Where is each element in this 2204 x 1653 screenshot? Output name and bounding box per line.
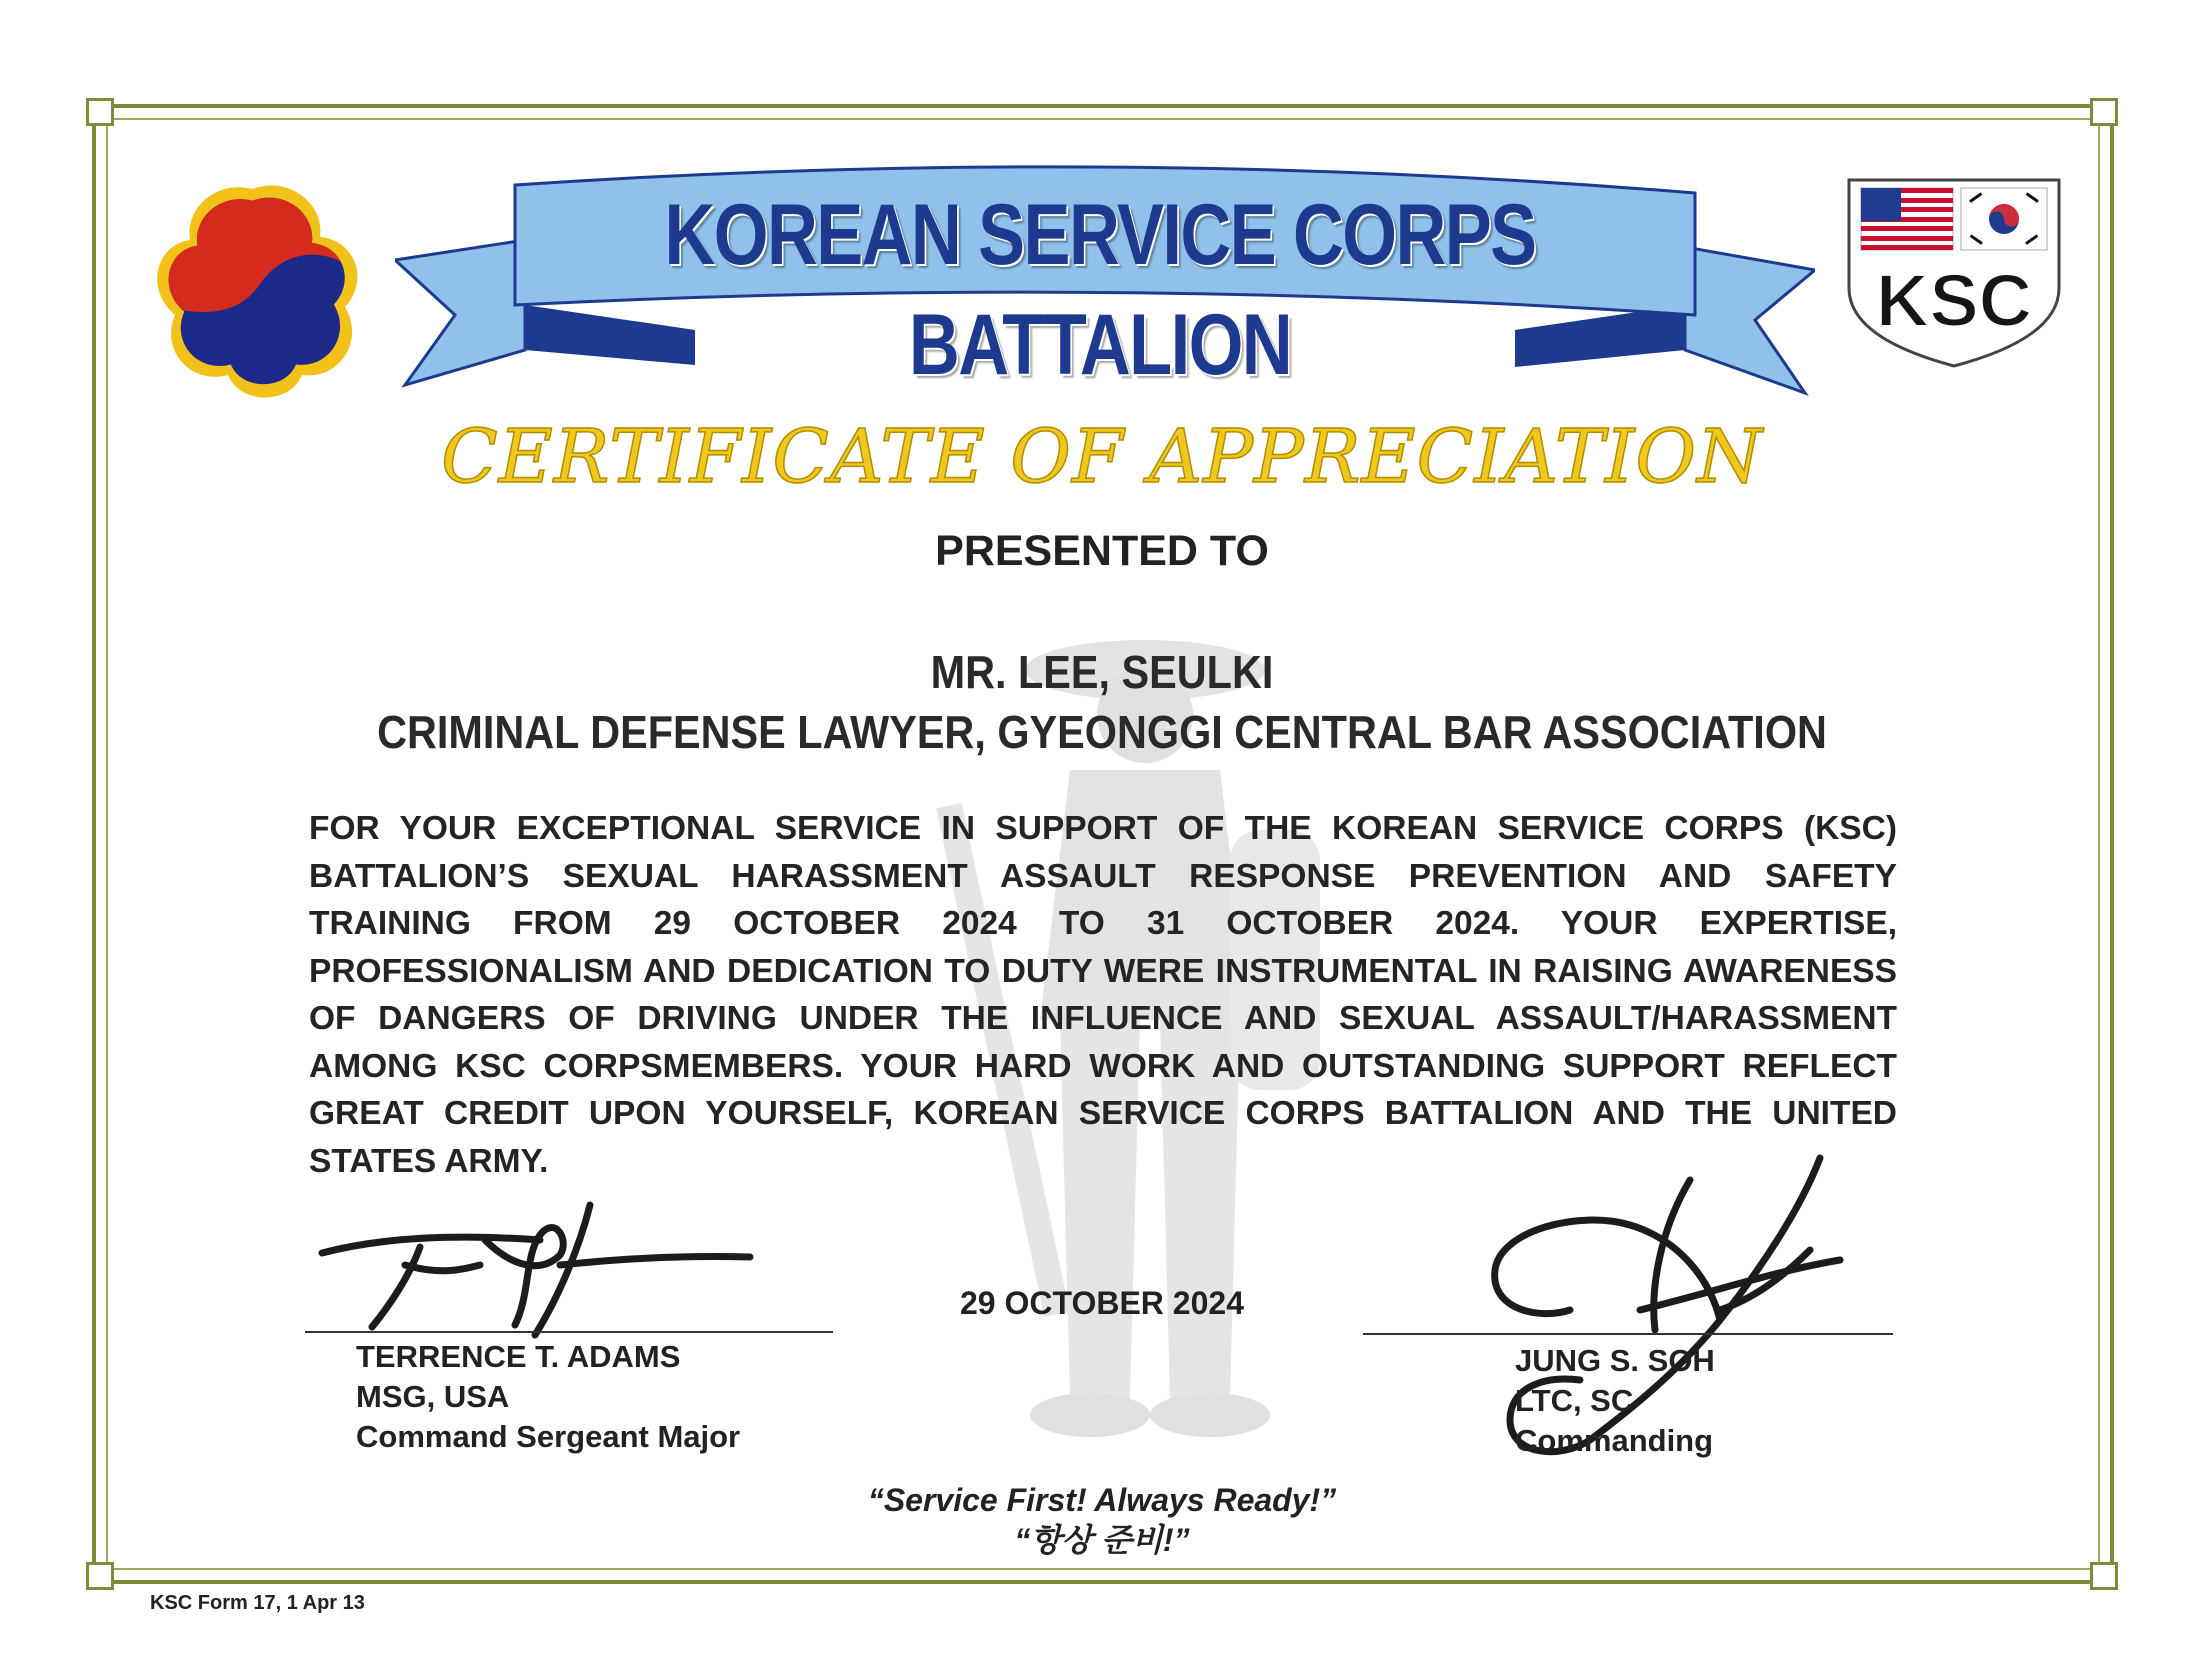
frame-corner-ornament <box>2090 1562 2118 1590</box>
frame-corner-ornament <box>86 1562 114 1590</box>
right-signer-name: JUNG S. SOH <box>1515 1343 1715 1378</box>
frame-corner-ornament <box>2090 98 2118 126</box>
left-signer-name: TERRENCE T. ADAMS <box>356 1339 681 1374</box>
presented-to-label: PRESENTED TO <box>935 527 1269 575</box>
recipient-title: CRIMINAL DEFENSE LAWYER, GYEONGGI CENTRAL BAR ASSOCIATION <box>377 706 1827 758</box>
banner-title: KOREAN SERVICE CORPS BATTALION <box>664 187 1536 393</box>
left-signature-line <box>305 1331 833 1333</box>
motto-korean: “항상 준비!” <box>1014 1522 1190 1558</box>
frame-corner-ornament <box>86 98 114 126</box>
right-signer-rank: LTC, SC <box>1515 1383 1634 1418</box>
right-signer-position: Commanding <box>1515 1423 1714 1458</box>
left-signer-rank: MSG, USA <box>356 1379 510 1414</box>
recipient-name: MR. LEE, SEULKI <box>930 646 1274 698</box>
ksc-logo-text: KSC <box>1875 259 2033 342</box>
certificate-date: 29 OCTOBER 2024 <box>960 1285 1244 1321</box>
right-signature-line <box>1363 1333 1893 1335</box>
certificate-title: CERTIFICATE OF APPRECIATION <box>441 414 1763 500</box>
left-signer-position: Command Sergeant Major <box>356 1419 741 1454</box>
citation-text: FOR YOUR EXCEPTIONAL SERVICE IN SUPPORT OF THE KOREAN SERVICE CORPS (KSC) BATTALION’S SEXUAL HARASSMENT ASSAULT RESPONSE PREVENTION AND SAFETY TRAINING FROM 29 OCTOBER 2024 TO 31 OCTOBER 2024. YOUR EXPERTISE, PROFESSIONALISM AND DEDICATION TO DUTY WERE INSTRUMENTAL IN RAISING AWARENESS OF DANGERS OF DRIVING UNDER THE INFLUENCE AND SEXUAL ASSAULT/HARASSMENT AMONG KSC CORPSMEMBERS. YOUR HARD WORK AND OUTSTANDING SUPPORT REFLECT GREAT CREDIT UPON YOURSELF, KOREAN SERVICE CORPS BATTALION AND THE UNITED STATES ARMY. <box>309 810 1897 1180</box>
motto-english: “Service First! Always Ready!” <box>867 1482 1337 1518</box>
ksc-flags-logo-icon <box>1843 178 2065 368</box>
form-identifier: KSC Form 17, 1 Apr 13 <box>150 1592 365 1614</box>
ksc-seal-icon <box>140 175 365 400</box>
